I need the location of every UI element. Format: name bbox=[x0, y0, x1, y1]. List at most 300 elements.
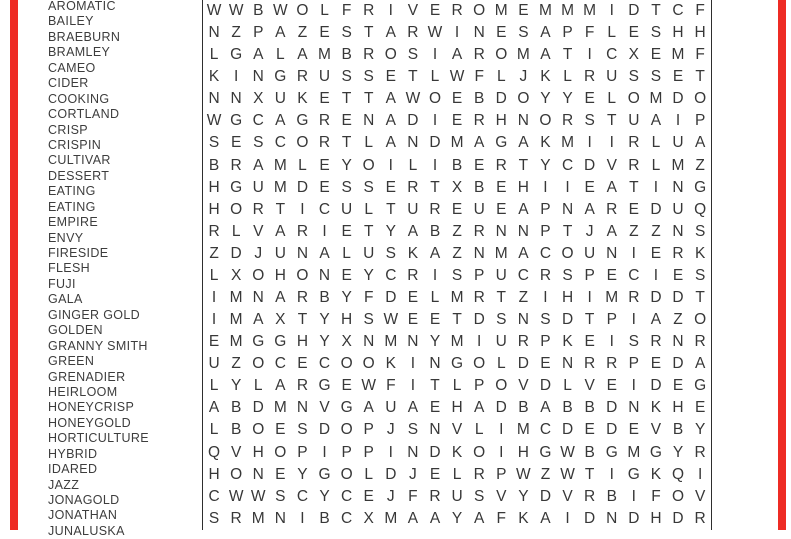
grid-cell: K bbox=[208, 68, 220, 86]
grid-cell: P bbox=[540, 333, 551, 351]
grid-cell: L bbox=[231, 222, 241, 240]
grid-cell: M bbox=[561, 134, 574, 152]
grid-cell: E bbox=[540, 355, 551, 373]
grid-cell: N bbox=[252, 68, 264, 86]
word-list-item: ENVY bbox=[48, 230, 84, 245]
grid-cell: I bbox=[499, 421, 504, 439]
grid-cell: K bbox=[407, 244, 419, 262]
grid-cell: D bbox=[606, 399, 618, 417]
grid-cell: C bbox=[539, 244, 552, 262]
grid-cell: S bbox=[628, 68, 639, 86]
grid-cell: D bbox=[230, 244, 242, 262]
grid-cell: S bbox=[584, 112, 595, 130]
grid-row bbox=[203, 287, 711, 309]
grid-cell: N bbox=[473, 24, 485, 42]
grid-cell: G bbox=[274, 333, 287, 351]
grid-cell: R bbox=[628, 289, 640, 307]
grid-cell: B bbox=[341, 46, 352, 64]
grid-cell: I bbox=[609, 333, 614, 351]
grid-cell: I bbox=[410, 377, 416, 395]
word-list-item: JONAGOLD bbox=[48, 493, 120, 507]
grid-cell: S bbox=[341, 24, 352, 42]
grid-cell: A bbox=[407, 399, 419, 417]
grid-row bbox=[203, 375, 711, 397]
grid-row bbox=[203, 243, 711, 265]
grid-cell: L bbox=[408, 156, 418, 174]
grid-cell: F bbox=[695, 46, 705, 64]
grid-cell: G bbox=[274, 68, 287, 86]
grid-cell: E bbox=[496, 178, 507, 196]
grid-cell: R bbox=[363, 2, 375, 19]
grid-cell: A bbox=[451, 46, 463, 64]
grid-cell: I bbox=[587, 134, 592, 152]
grid-cell: U bbox=[584, 244, 596, 262]
word-list-item: JAZZ bbox=[48, 477, 80, 492]
grid-cell: E bbox=[628, 200, 639, 218]
grid-cell: S bbox=[208, 509, 220, 527]
grid-cell: O bbox=[671, 487, 685, 505]
grid-cell: M bbox=[627, 443, 641, 461]
word-list-item: AROMATIC bbox=[48, 0, 116, 13]
grid-cell: O bbox=[230, 465, 243, 483]
grid-cell: I bbox=[432, 156, 438, 174]
grid-cell: A bbox=[540, 46, 551, 64]
grid-cell: I bbox=[499, 443, 504, 461]
grid-cell: I bbox=[653, 266, 659, 284]
grid-cell: D bbox=[584, 509, 596, 527]
grid-cell: I bbox=[322, 222, 327, 240]
grid-cell: U bbox=[473, 200, 485, 218]
grid-cell: S bbox=[407, 46, 419, 64]
grid-cell: I bbox=[609, 134, 614, 152]
grid-cell: R bbox=[539, 266, 552, 284]
grid-cell: R bbox=[451, 2, 463, 19]
grid-cell: D bbox=[672, 90, 684, 108]
grid-cell: C bbox=[318, 355, 331, 373]
grid-row bbox=[203, 0, 711, 22]
grid-cell: C bbox=[318, 200, 331, 218]
grid-cell: F bbox=[651, 487, 661, 505]
grid-cell: S bbox=[363, 68, 374, 86]
grid-cell: R bbox=[584, 68, 596, 86]
grid-cell: A bbox=[540, 24, 551, 42]
grid-cell: O bbox=[252, 355, 265, 373]
grid-cell: M bbox=[649, 90, 663, 108]
grid-cell: E bbox=[319, 90, 330, 108]
word-list-item: HONEYGOLD bbox=[48, 415, 132, 430]
grid-cell: W bbox=[427, 24, 443, 42]
grid-cell: E bbox=[584, 90, 595, 108]
grid-cell: A bbox=[385, 90, 396, 108]
grid-cell: N bbox=[628, 399, 640, 417]
grid-cell: B bbox=[253, 2, 264, 19]
grid-cell: I bbox=[410, 355, 416, 373]
grid-cell: L bbox=[364, 200, 374, 218]
grid-cell: H bbox=[561, 289, 574, 307]
grid-cell: R bbox=[628, 156, 640, 174]
grid-cell: D bbox=[517, 355, 529, 373]
grid-cell: R bbox=[407, 178, 419, 196]
grid-cell: B bbox=[584, 443, 595, 461]
grid-cell: A bbox=[275, 289, 286, 307]
grid-cell: W bbox=[405, 90, 421, 108]
grid-cell: L bbox=[563, 377, 572, 395]
grid-cell: Z bbox=[651, 222, 661, 240]
grid-cell: E bbox=[672, 68, 684, 86]
grid-cell: L bbox=[651, 134, 661, 152]
grid-cell: L bbox=[209, 421, 219, 439]
grid-cell: I bbox=[587, 289, 592, 307]
grid-cell: W bbox=[361, 377, 377, 395]
grid-cell: D bbox=[539, 487, 552, 505]
grid-cell: I bbox=[543, 289, 548, 307]
grid-cell: P bbox=[363, 443, 374, 461]
grid-cell: S bbox=[385, 244, 396, 262]
grid-cell: E bbox=[208, 333, 220, 351]
grid-cell: Z bbox=[452, 222, 462, 240]
grid-cell: Y bbox=[341, 156, 352, 174]
grid-cell: T bbox=[297, 311, 308, 329]
grid-cell: L bbox=[651, 156, 661, 174]
grid-cell: F bbox=[363, 289, 374, 307]
grid-cell: I bbox=[300, 509, 305, 527]
grid-cell: U bbox=[274, 90, 286, 108]
grid-cell: A bbox=[385, 24, 396, 42]
grid-cell: E bbox=[341, 377, 352, 395]
grid-cell: T bbox=[341, 90, 352, 108]
grid-cell: O bbox=[340, 355, 353, 373]
grid-cell: T bbox=[363, 222, 374, 240]
grid-cell: P bbox=[253, 24, 264, 42]
grid-cell: P bbox=[694, 112, 706, 130]
grid-cell: S bbox=[650, 68, 662, 86]
grid-cell: D bbox=[561, 311, 574, 329]
grid-cell: O bbox=[694, 90, 707, 108]
grid-cell: P bbox=[496, 465, 507, 483]
grid-cell: P bbox=[341, 443, 352, 461]
grid-cell: A bbox=[208, 399, 220, 417]
grid-cell: B bbox=[451, 156, 463, 174]
grid-cell: D bbox=[672, 509, 684, 527]
grid-cell: N bbox=[208, 24, 220, 42]
grid-cell: N bbox=[672, 178, 684, 196]
grid-cell: E bbox=[319, 24, 330, 42]
grid-cell: I bbox=[565, 178, 570, 196]
grid-cell: R bbox=[296, 289, 309, 307]
word-list-item: CULTIVAR bbox=[48, 153, 111, 168]
grid-cell: Y bbox=[297, 465, 308, 483]
grid-cell: I bbox=[631, 487, 636, 505]
grid-row bbox=[203, 199, 711, 221]
grid-cell: A bbox=[540, 399, 551, 417]
grid-cell: T bbox=[651, 2, 661, 19]
grid-cell: Y bbox=[429, 333, 441, 351]
grid-cell: Z bbox=[518, 289, 529, 307]
grid-cell: C bbox=[208, 487, 220, 505]
grid-cell: E bbox=[429, 465, 441, 483]
grid-cell: E bbox=[407, 289, 419, 307]
grid-cell: S bbox=[540, 311, 551, 329]
grid-cell: E bbox=[606, 266, 617, 284]
grid-cell: A bbox=[275, 377, 286, 395]
grid-cell: B bbox=[474, 178, 485, 196]
grid-cell: C bbox=[672, 2, 684, 19]
grid-cell: K bbox=[518, 509, 529, 527]
grid-cell: X bbox=[363, 509, 374, 527]
grid-cell: E bbox=[518, 2, 529, 19]
grid-cell: A bbox=[253, 311, 264, 329]
grid-cell: O bbox=[296, 266, 309, 284]
grid-cell: A bbox=[474, 134, 485, 152]
grid-cell: E bbox=[385, 178, 396, 196]
grid-cell: Y bbox=[319, 487, 330, 505]
grid-cell: W bbox=[560, 465, 575, 483]
grid-cell: C bbox=[539, 421, 552, 439]
grid-cell: N bbox=[252, 289, 264, 307]
grid-cell: M bbox=[450, 134, 464, 152]
grid-row bbox=[203, 44, 711, 66]
grid-cell: Y bbox=[672, 443, 684, 461]
grid-cell: I bbox=[388, 156, 393, 174]
grid-cell: M bbox=[273, 156, 287, 174]
grid-cell: T bbox=[496, 289, 506, 307]
word-list-item: GRENADIER bbox=[48, 369, 126, 384]
grid-cell: T bbox=[452, 311, 462, 329]
grid-cell: G bbox=[318, 377, 331, 395]
grid-cell: R bbox=[473, 465, 485, 483]
grid-cell: W bbox=[560, 443, 575, 461]
grid-cell: W bbox=[250, 487, 266, 505]
grid-cell: U bbox=[495, 333, 507, 351]
grid-cell: A bbox=[650, 112, 662, 130]
grid-cell: E bbox=[341, 222, 352, 240]
grid-cell: D bbox=[429, 134, 441, 152]
grid-cell: R bbox=[584, 487, 596, 505]
grid-cell: Y bbox=[319, 333, 330, 351]
grid-cell: E bbox=[628, 421, 639, 439]
grid-cell: E bbox=[363, 487, 374, 505]
grid-cell: A bbox=[584, 200, 595, 218]
grid-cell: O bbox=[627, 90, 640, 108]
grid-cell: P bbox=[363, 421, 374, 439]
grid-cell: G bbox=[495, 134, 508, 152]
grid-cell: S bbox=[275, 487, 286, 505]
grid-cell: A bbox=[518, 134, 529, 152]
word-list-item: IDARED bbox=[48, 462, 98, 477]
grid-cell: R bbox=[296, 68, 309, 86]
word-list-item: BAILEY bbox=[48, 14, 94, 29]
grid-cell: E bbox=[341, 266, 352, 284]
word-list-item: HORTICULTURE bbox=[48, 431, 149, 446]
grid-cell: S bbox=[341, 68, 352, 86]
word-list-item: FUJI bbox=[48, 276, 76, 291]
grid-cell: O bbox=[495, 377, 508, 395]
grid-cell: T bbox=[584, 311, 595, 329]
grid-cell: V bbox=[451, 421, 463, 439]
grid-cell: N bbox=[517, 222, 529, 240]
word-list-item: GALA bbox=[48, 292, 83, 307]
grid-cell: P bbox=[540, 222, 551, 240]
grid-cell: D bbox=[561, 421, 574, 439]
word-list-item: GREEN bbox=[48, 354, 95, 369]
grid-cell: E bbox=[672, 377, 684, 395]
grid-cell: M bbox=[450, 333, 464, 351]
grid-cell: R bbox=[606, 355, 618, 373]
grid-cell: U bbox=[672, 200, 684, 218]
grid-cell: Y bbox=[540, 156, 551, 174]
grid-cell: L bbox=[298, 156, 307, 174]
grid-cell: C bbox=[628, 266, 640, 284]
grid-cell: D bbox=[672, 289, 684, 307]
word-list-item: CAMEO bbox=[48, 60, 96, 75]
grid-cell: O bbox=[694, 311, 707, 329]
grid-cell: L bbox=[364, 134, 374, 152]
grid-cell: X bbox=[451, 178, 463, 196]
grid-cell: W bbox=[206, 112, 222, 130]
grid-cell: N bbox=[363, 112, 375, 130]
grid-cell: S bbox=[496, 311, 507, 329]
grid-cell: O bbox=[252, 421, 265, 439]
grid-cell: S bbox=[341, 178, 352, 196]
grid-cell: B bbox=[230, 421, 242, 439]
grid-row bbox=[203, 419, 711, 441]
grid-cell: F bbox=[584, 24, 595, 42]
grid-cell: S bbox=[407, 421, 419, 439]
grid-cell: V bbox=[407, 2, 419, 19]
grid-cell: L bbox=[607, 90, 617, 108]
grid-cell: T bbox=[607, 112, 617, 130]
grid-cell: I bbox=[432, 46, 438, 64]
grid-cell: U bbox=[208, 355, 220, 373]
grid-cell: G bbox=[627, 465, 640, 483]
grid-cell: C bbox=[385, 266, 397, 284]
word-list-item: COOKING bbox=[48, 91, 110, 106]
grid-cell: H bbox=[672, 399, 684, 417]
grid-cell: J bbox=[409, 465, 417, 483]
grid-cell: A bbox=[253, 46, 264, 64]
grid-cell: L bbox=[209, 46, 219, 64]
grid-cell: E bbox=[496, 200, 507, 218]
grid-cell: I bbox=[609, 2, 614, 19]
grid-cell: H bbox=[517, 178, 529, 196]
grid-cell: D bbox=[252, 399, 264, 417]
grid-row bbox=[203, 155, 711, 177]
grid-cell: A bbox=[275, 222, 286, 240]
grid-cell: N bbox=[208, 90, 220, 108]
grid-cell: N bbox=[672, 333, 684, 351]
grid-cell: A bbox=[518, 244, 529, 262]
grid-cell: D bbox=[429, 443, 441, 461]
grid-cell: K bbox=[451, 443, 463, 461]
grid-cell: Y bbox=[562, 90, 573, 108]
grid-cell: M bbox=[384, 333, 398, 351]
grid-cell: I bbox=[675, 112, 681, 130]
grid-cell: D bbox=[495, 90, 507, 108]
grid-cell: M bbox=[605, 289, 619, 307]
grid-cell: B bbox=[584, 399, 595, 417]
grid-cell: R bbox=[230, 509, 242, 527]
grid-cell: Z bbox=[209, 244, 219, 262]
grid-cell: G bbox=[230, 46, 243, 64]
grid-cell: U bbox=[672, 134, 684, 152]
grid-cell: L bbox=[496, 68, 506, 86]
grid-cell: Z bbox=[231, 355, 241, 373]
grid-cell: O bbox=[252, 266, 265, 284]
grid-cell: Y bbox=[451, 509, 463, 527]
grid-cell: X bbox=[275, 311, 286, 329]
grid-row bbox=[203, 464, 711, 486]
grid-cell: H bbox=[274, 266, 286, 284]
grid-cell: N bbox=[230, 90, 242, 108]
grid-cell: D bbox=[385, 465, 397, 483]
grid-cell: D bbox=[473, 311, 485, 329]
grid-cell: G bbox=[252, 333, 265, 351]
grid-cell: S bbox=[451, 266, 463, 284]
grid-cell: G bbox=[605, 443, 618, 461]
grid-row bbox=[203, 353, 711, 375]
grid-cell: N bbox=[429, 421, 441, 439]
grid-cell: U bbox=[407, 200, 419, 218]
grid-cell: D bbox=[584, 156, 596, 174]
grid-cell: E bbox=[275, 465, 286, 483]
grid-cell: T bbox=[518, 156, 529, 174]
grid-cell: M bbox=[494, 244, 508, 262]
grid-cell: I bbox=[565, 509, 570, 527]
grid-cell: N bbox=[274, 509, 286, 527]
word-list-item: CRISP bbox=[48, 122, 88, 137]
grid-cell: R bbox=[694, 509, 706, 527]
grid-cell: U bbox=[363, 244, 375, 262]
grid-cell: N bbox=[318, 266, 331, 284]
grid-cell: M bbox=[671, 46, 685, 64]
grid-cell: X bbox=[230, 266, 242, 284]
grid-cell: N bbox=[606, 244, 618, 262]
grid-cell: V bbox=[253, 222, 264, 240]
grid-cell: M bbox=[273, 399, 287, 417]
grid-cell: Y bbox=[694, 421, 706, 439]
grid-cell: V bbox=[230, 443, 242, 461]
grid-cell: N bbox=[606, 509, 618, 527]
grid-cell: S bbox=[694, 222, 706, 240]
grid-cell: R bbox=[672, 244, 684, 262]
grid-cell: N bbox=[517, 112, 529, 130]
grid-cell: F bbox=[408, 487, 418, 505]
grid-cell: F bbox=[695, 2, 705, 19]
grid-cell: S bbox=[562, 266, 573, 284]
grid-cell: O bbox=[340, 421, 353, 439]
grid-cell: O bbox=[539, 112, 552, 130]
grid-cell: P bbox=[474, 266, 485, 284]
grid-cell: O bbox=[473, 355, 486, 373]
grid-cell: K bbox=[385, 355, 396, 373]
grid-cell: R bbox=[694, 443, 706, 461]
grid-cell: G bbox=[296, 112, 309, 130]
grid-cell: R bbox=[606, 200, 618, 218]
grid-cell: L bbox=[342, 244, 351, 262]
grid-cell: R bbox=[694, 333, 706, 351]
grid-cell: K bbox=[297, 90, 308, 108]
grid-cell: R bbox=[318, 112, 331, 130]
grid-cell: B bbox=[606, 487, 617, 505]
grid-cell: C bbox=[341, 509, 353, 527]
grid-cell: I bbox=[587, 46, 592, 64]
grid-cell: T bbox=[562, 222, 573, 240]
grid-cell: I bbox=[609, 465, 614, 483]
grid-cell: A bbox=[474, 509, 485, 527]
grid-cell: Y bbox=[230, 377, 242, 395]
grid-cell: Z bbox=[297, 24, 308, 42]
grid-cell: D bbox=[318, 421, 331, 439]
